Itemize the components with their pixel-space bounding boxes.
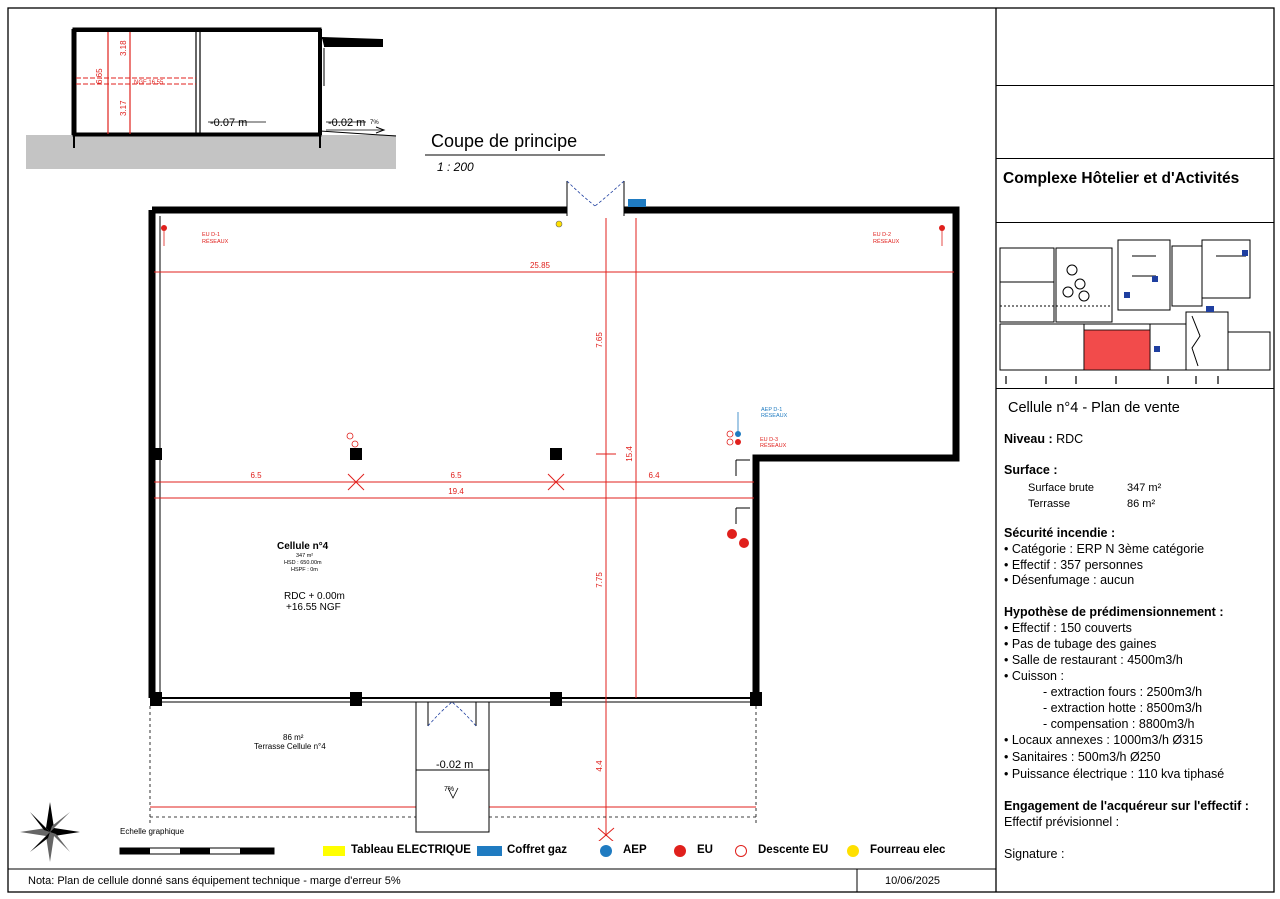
section-level-right: -0.02 m bbox=[328, 117, 366, 129]
cell-4-highlight bbox=[1084, 330, 1150, 370]
hypothese-item-6: • Sanitaires : 500m3/h Ø250 bbox=[1004, 750, 1161, 764]
net-eu-d3-sub: RÉSEAUX bbox=[760, 443, 787, 449]
hypothese-item-2: • Pas de tubage des gaines bbox=[1004, 637, 1157, 651]
legend-label-fourreau: Fourreau elec bbox=[870, 844, 946, 856]
hypothese-item-4: • Cuisson : bbox=[1004, 669, 1064, 683]
net-aep-d1: AEP D-1 bbox=[761, 407, 783, 413]
cell-title: Cellule n°4 - Plan de vente bbox=[1008, 400, 1180, 416]
net-eu-d1: EU D-1 bbox=[202, 232, 221, 238]
panel-divider-1 bbox=[996, 85, 1274, 86]
securite-item-3: • Désenfumage : aucun bbox=[1004, 573, 1135, 587]
legend-swatch-tableau bbox=[323, 846, 345, 856]
section-title: Coupe de principe bbox=[431, 131, 578, 151]
section-dim-665: 6.65 bbox=[95, 68, 104, 84]
niveau-label: Niveau : bbox=[1004, 432, 1053, 446]
effectif-previsionnel: Effectif prévisionnel : bbox=[1004, 815, 1120, 829]
compass-rose-icon bbox=[14, 796, 86, 868]
terrasse-label: Terrasse bbox=[1028, 498, 1071, 510]
panel-divider-4 bbox=[996, 388, 1274, 389]
net-eu-d2-sub: RÉSEAUX bbox=[873, 239, 900, 245]
panel-divider-2 bbox=[996, 158, 1274, 159]
hypothese-sub-3: - compensation : 8800m3/h bbox=[1043, 717, 1195, 731]
cell-hspf: HSPF : 0m bbox=[291, 567, 318, 573]
net-eu-d3: EU D-3 bbox=[760, 437, 779, 443]
signature-label: Signature : bbox=[1004, 847, 1065, 861]
cell-level-rdc: RDC + 0.00m bbox=[284, 591, 345, 602]
entrance-slope: 7% bbox=[444, 786, 455, 793]
section-slope: 7% bbox=[370, 120, 379, 126]
title-block-panel bbox=[996, 8, 1274, 892]
section-scale: 1 : 200 bbox=[437, 160, 474, 174]
cell-level-ngf: +16.55 NGF bbox=[286, 602, 341, 613]
terrace-label: Terrasse Cellule n°4 bbox=[254, 742, 326, 751]
legend-label-eu: EU bbox=[697, 844, 713, 856]
net-aep-d1-sub: RÉSEAUX bbox=[761, 413, 788, 419]
surface-brute-label: Surface brute bbox=[1028, 482, 1095, 494]
securite-item-2: • Effectif : 357 personnes bbox=[1004, 558, 1143, 572]
legend-label-tableau: Tableau ELECTRIQUE bbox=[351, 844, 471, 856]
section-drawing bbox=[26, 26, 396, 171]
legend-swatch-gaz bbox=[477, 846, 502, 856]
hypothese-item-3: • Salle de restaurant : 4500m3/h bbox=[1004, 653, 1183, 667]
niveau-value: RDC bbox=[1056, 432, 1084, 446]
section-dim-318: 3.18 bbox=[119, 40, 128, 56]
surface-label: Surface : bbox=[1004, 463, 1058, 477]
legend-label-gaz: Coffret gaz bbox=[507, 844, 568, 856]
dim-6-5-b: 6.5 bbox=[450, 471, 462, 480]
dim-6-5-a: 6.5 bbox=[250, 471, 262, 480]
securite-item-1: • Catégorie : ERP N 3ème catégorie bbox=[1004, 542, 1205, 556]
legend-dot-fourreau bbox=[847, 845, 859, 857]
hypothese-sub-1: - extraction fours : 2500m3/h bbox=[1043, 685, 1203, 699]
entrance-level: -0.02 m bbox=[436, 759, 474, 771]
terrasse-value: 86 m² bbox=[1127, 498, 1156, 510]
footer-note: Nota: Plan de cellule donné sans équipement technique - marge d'erreur 5% bbox=[28, 875, 401, 887]
legend-ring-descente bbox=[735, 845, 747, 857]
cell-hsd: HSD : 650.00m bbox=[284, 560, 322, 566]
hypothese-item-1: • Effectif : 150 couverts bbox=[1004, 621, 1132, 635]
engagement-label: Engagement de l'acquéreur sur l'effectif : bbox=[1004, 799, 1249, 813]
site-plan-thumbnail bbox=[996, 236, 1274, 386]
section-level-left: -0.07 m bbox=[210, 117, 248, 129]
legend-dot-eu bbox=[674, 845, 686, 857]
net-eu-d1-sub: RÉSEAUX bbox=[202, 239, 229, 245]
hypothese-label: Hypothèse de prédimensionnement : bbox=[1004, 605, 1224, 619]
dim-7-75: 7.75 bbox=[595, 572, 604, 588]
hypothese-item-5: • Locaux annexes : 1000m3/h Ø315 bbox=[1004, 733, 1203, 747]
scale-label: Echelle graphique bbox=[120, 827, 185, 836]
dim-7-65: 7.65 bbox=[595, 332, 604, 348]
project-title: Complexe Hôtelier et d'Activités bbox=[1003, 170, 1240, 187]
surface-brute-value: 347 m² bbox=[1127, 482, 1162, 494]
dim-4-4: 4.4 bbox=[595, 760, 604, 772]
cell-area: 347 m² bbox=[296, 553, 314, 559]
hypothese-sub-2: - extraction hotte : 8500m3/h bbox=[1043, 701, 1203, 715]
legend-dot-aep bbox=[600, 845, 612, 857]
dim-width-top: 25.85 bbox=[529, 261, 551, 270]
graphic-scale-bar bbox=[118, 844, 278, 858]
panel-divider-3 bbox=[996, 222, 1274, 223]
section-dim-317: 3.17 bbox=[119, 100, 128, 116]
legend-label-descente: Descente EU bbox=[758, 844, 829, 856]
terrace-area: 86 m² bbox=[283, 733, 304, 742]
cell-name: Cellule n°4 bbox=[277, 541, 329, 552]
dim-19-4: 19.4 bbox=[448, 487, 464, 496]
dim-6-4: 6.4 bbox=[648, 471, 660, 480]
hypothese-item-7: • Puissance électrique : 110 kva tiphasé bbox=[1004, 767, 1225, 781]
legend-label-aep: AEP bbox=[623, 844, 647, 856]
footer-date: 10/06/2025 bbox=[885, 875, 941, 887]
net-eu-d2: EU D-2 bbox=[873, 232, 892, 238]
gas-box-marker bbox=[628, 199, 646, 207]
dim-15-4: 15.4 bbox=[625, 446, 634, 462]
securite-label: Sécurité incendie : bbox=[1004, 526, 1116, 540]
section-title-underline bbox=[425, 153, 605, 157]
section-red-label: NGF 16.55 bbox=[134, 80, 164, 86]
